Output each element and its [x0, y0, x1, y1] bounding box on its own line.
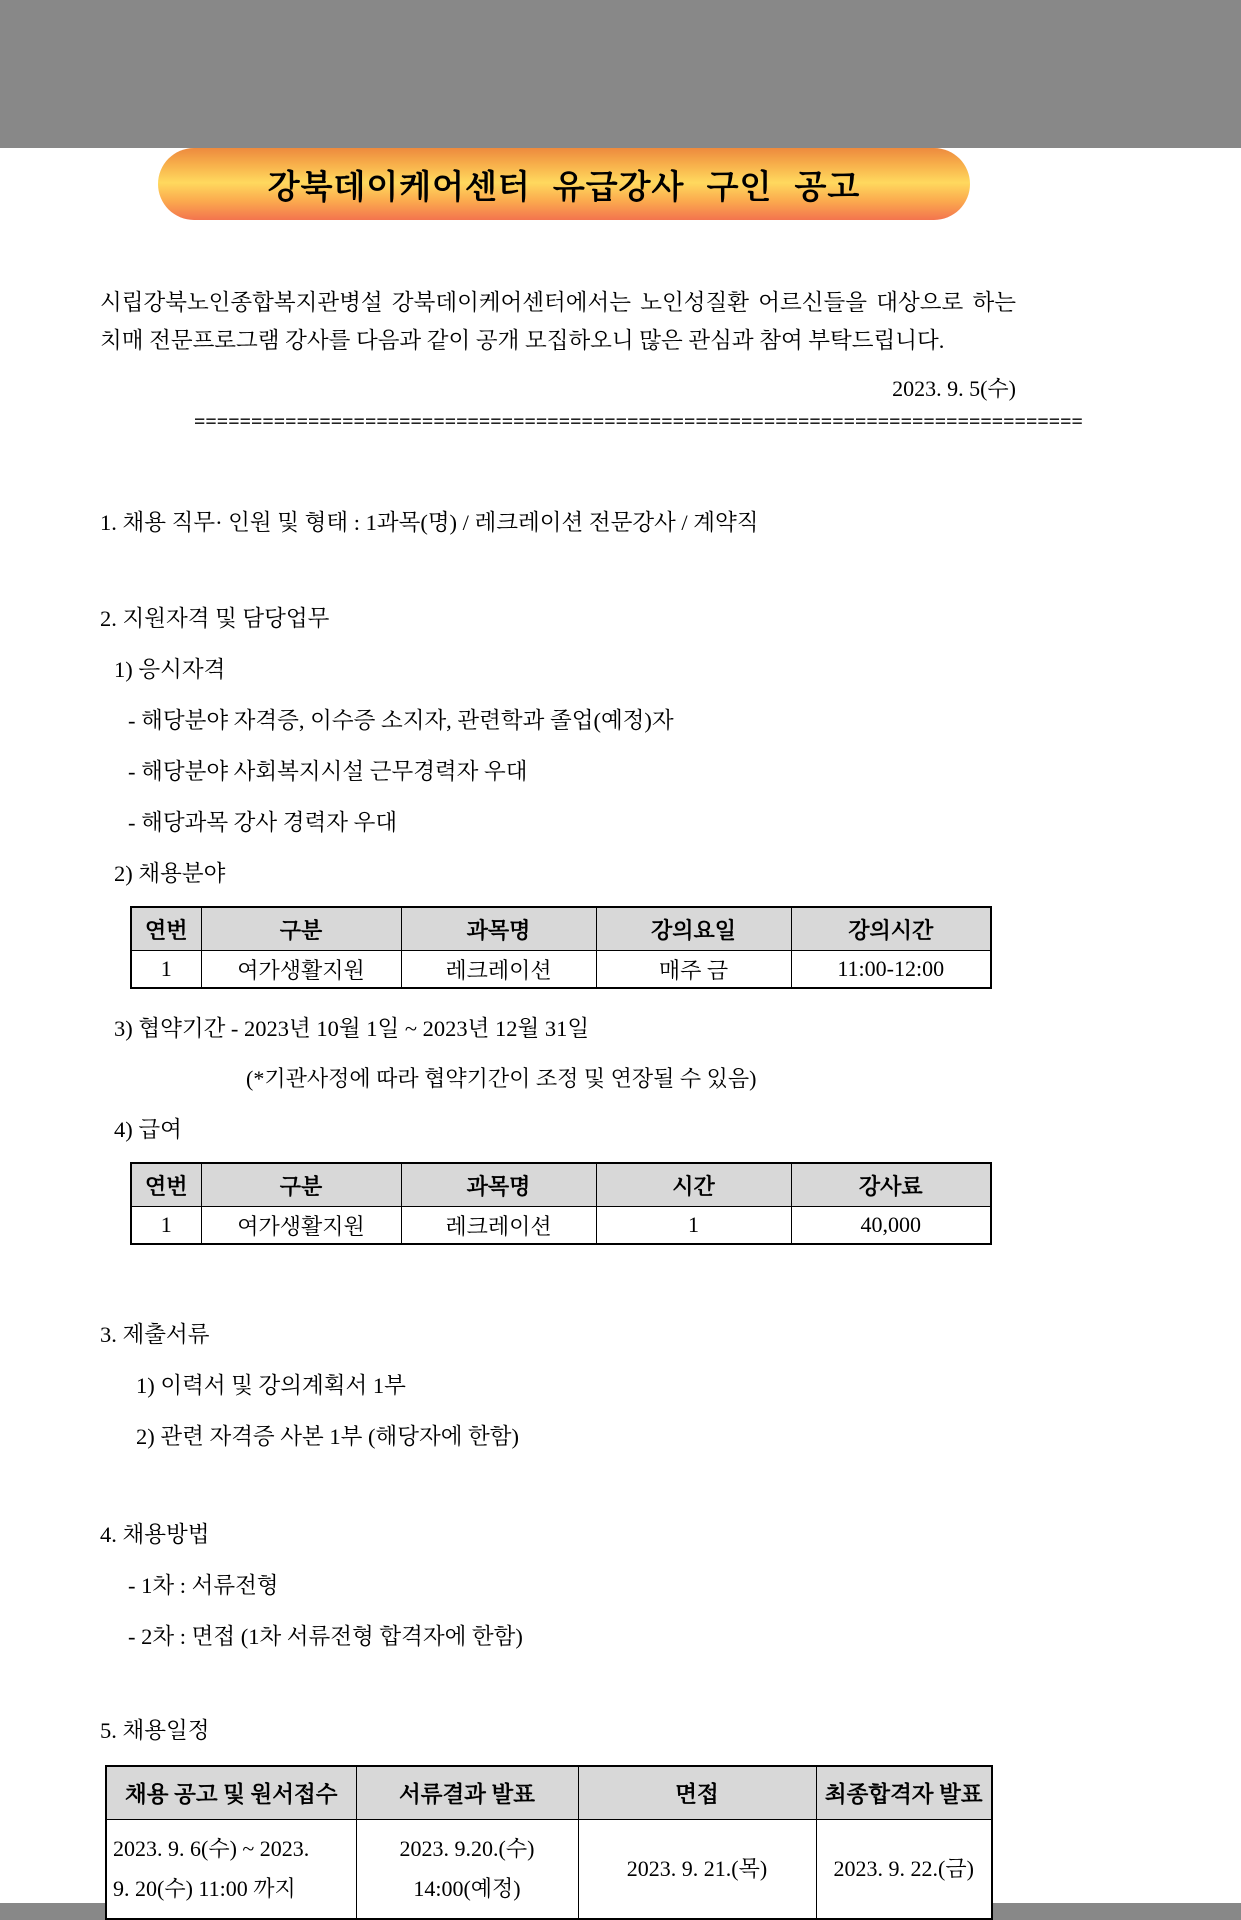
cell-apply-period [106, 1820, 356, 1920]
schedule-table [105, 1765, 993, 1920]
intro-paragraph: 시립강북노인종합복지관병설 강북데이케어센터에서는 노인성질환 어르신들을 대상으로 하는 치매 전문프로그램 강사를 다음과 같이 공개 모집하오니 많은 관심과 참여 부탁드립니다. [100, 290, 1016, 353]
cell-hours: 1 [596, 1207, 791, 1245]
col-header: 시간 [596, 1163, 791, 1207]
result-date-line1: 2023. 9.20.(수) [399, 1836, 535, 1861]
col-header: 구분 [201, 907, 401, 951]
document-item: 2) 관련 자격증 사본 1부 (해당자에 한함) [136, 1424, 520, 1449]
cell-fee: 40,000 [791, 1207, 991, 1245]
cell-category: 여가생활지원 [201, 951, 401, 989]
section-2-sub2: 2) 채용분야 [114, 861, 226, 886]
table-row [106, 1820, 992, 1920]
cell-seq: 1 [131, 1207, 201, 1245]
document-item: 1) 이력서 및 강의계획서 1부 [136, 1373, 406, 1398]
table-row [131, 951, 991, 989]
section-1-heading: 1. 채용 직무· 인원 및 형태 : 1과목(명) / 레크레이션 전문강사 / 계약직 [100, 510, 759, 535]
qualification-bullet: - 해당과목 강사 경력자 우대 [128, 810, 398, 835]
col-header: 연번 [131, 907, 201, 951]
method-item: - 2차 : 면접 (1차 서류전형 합격자에 한함) [128, 1624, 523, 1649]
cell-day: 매주 금 [596, 951, 791, 989]
apply-period-line2: 9. 20(수) 11:00 까지 [113, 1876, 296, 1901]
title-banner [158, 148, 970, 220]
col-header: 최종합격자 발표 [816, 1766, 992, 1820]
qualification-bullet: - 해당분야 사회복지시설 근무경력자 우대 [128, 759, 528, 784]
table-header-row [131, 1163, 991, 1207]
col-header: 구분 [201, 1163, 401, 1207]
contract-note: (*기관사정에 따라 협약기간이 조정 및 연장될 수 있음) [246, 1066, 757, 1091]
section-2-heading: 2. 지원자격 및 담당업무 [100, 606, 330, 631]
cell-seq: 1 [131, 951, 201, 989]
cell-subject: 레크레이션 [401, 951, 596, 989]
section-5-heading: 5. 채용일정 [100, 1718, 210, 1743]
cell-final-date: 2023. 9. 22.(금) [816, 1820, 992, 1920]
col-header: 과목명 [401, 907, 596, 951]
section-4-heading: 4. 채용방법 [100, 1522, 210, 1547]
document-title: 강북데이케어센터 유급강사 구인 공고 [267, 167, 861, 205]
col-header: 강의시간 [791, 907, 991, 951]
table-header-row [106, 1766, 992, 1820]
cell-interview-date: 2023. 9. 21.(목) [578, 1820, 816, 1920]
apply-period-line1: 2023. 9. 6(수) ~ 2023. [113, 1836, 310, 1861]
col-header: 강사료 [791, 1163, 991, 1207]
salary-table [130, 1162, 992, 1245]
col-header: 면접 [578, 1766, 816, 1820]
cell-time: 11:00-12:00 [791, 951, 991, 989]
cell-category: 여가생활지원 [201, 1207, 401, 1245]
method-item: - 1차 : 서류전형 [128, 1573, 279, 1598]
recruitment-field-table [130, 906, 992, 989]
col-header: 채용 공고 및 원서접수 [106, 1766, 356, 1820]
col-header: 과목명 [401, 1163, 596, 1207]
qualification-bullet: - 해당분야 자격증, 이수증 소지자, 관련학과 졸업(예정)자 [128, 708, 674, 733]
section-2-sub4: 4) 급여 [114, 1117, 182, 1142]
col-header: 강의요일 [596, 907, 791, 951]
document-page [0, 148, 1241, 1903]
table-header-row [131, 907, 991, 951]
equals-divider: ============================================================================== [194, 411, 1083, 433]
result-date-line2: 14:00(예정) [413, 1876, 521, 1901]
col-header: 연번 [131, 1163, 201, 1207]
section-2-sub1: 1) 응시자격 [114, 657, 226, 682]
cell-result-date [356, 1820, 578, 1920]
cell-subject: 레크레이션 [401, 1207, 596, 1245]
notice-date: 2023. 9. 5(수) [892, 376, 1016, 401]
section-2-sub3: 3) 협약기간 - 2023년 10월 1일 ~ 2023년 12월 31일 [114, 1016, 590, 1041]
table-row [131, 1207, 991, 1245]
section-3-heading: 3. 제출서류 [100, 1322, 210, 1347]
col-header: 서류결과 발표 [356, 1766, 578, 1820]
